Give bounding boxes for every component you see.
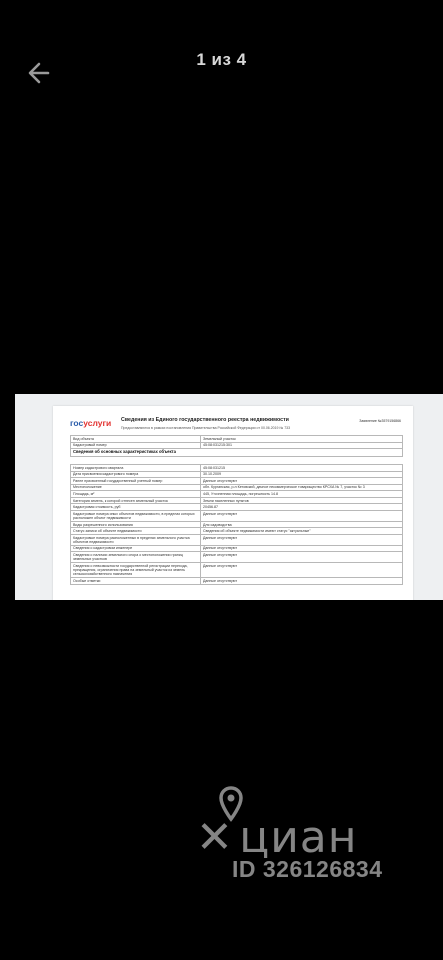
table-row: Номер кадастрового квартала 45:08:031215 <box>71 465 403 472</box>
table-row: Кадастровые номера расположенных в пределах земельного участка объектов недвижимости Данные отсутствуют <box>71 534 403 545</box>
table-row: Сведения о невозможности государственной регистрации перехода, прекращения, ограничения права на земельный участок из земель сельскохозяйственного назначения Данные отсутствуют <box>71 563 403 578</box>
head-table <box>70 435 403 457</box>
table-row: Сведения о наличии земельного спора о местоположении границ земельных участков Данные отсутствуют <box>71 552 403 563</box>
document-photo[interactable] <box>15 394 443 600</box>
document-subtitle: Предоставляются в рамках постановления Правительства Российской Федерации от 00.06.2019 № 733 <box>121 426 291 430</box>
characteristics-table <box>70 464 403 585</box>
table-row: Кадастровый номер 45:08:031215:301 <box>71 442 403 449</box>
table-row: Сведения о кадастровом инженере Данные отсутствуют <box>71 545 403 552</box>
document-title: Сведения из Единого государственного реестра недвижимости <box>121 417 289 423</box>
table-row: Кадастровые номера иных объектов недвижимости, в пределах которых расположен объект недвижимости Данные отсутствуют <box>71 511 403 522</box>
egrn-document <box>53 406 413 600</box>
table-row: Категория земель, к которой отнесен земельный участок Земли населенных пунктов <box>71 497 403 504</box>
gosuslugi-logo: госуслуги <box>70 418 112 428</box>
photo-counter: 1 из 4 <box>196 50 247 69</box>
cian-watermark <box>196 786 426 886</box>
table-row: Виды разрешенного использования Для садоводства <box>71 521 403 528</box>
table-row: Вид объекта Земельный участок <box>71 436 403 443</box>
viewer-header <box>0 0 443 130</box>
request-number: Заявление №3579156866 <box>359 419 401 423</box>
listing-id: ID 326126834 <box>232 856 383 882</box>
section-header-row: Сведения об основных характеристиках объекта <box>71 449 403 457</box>
table-row: Кадастровая стоимость, руб 20456.87 <box>71 504 403 511</box>
table-row: Ранее присвоенный государственный учетный номер Данные отсутствуют <box>71 478 403 485</box>
table-row: Площадь, м² 445, Уточненная площадь, погрешность 14.8 <box>71 491 403 498</box>
table-row: Местоположение обл. Курганская, р-н Кетовский, дачное некоммерческое товарищество КРСХА № 7, участок № 3 <box>71 484 403 491</box>
table-row: Дата присвоения кадастрового номера 30.10.2009 <box>71 471 403 478</box>
table-row: Статус записи об объекте недвижимости Сведения об объекте недвижимости имеют статус "актуальные" <box>71 528 403 535</box>
table-row: Особые отметки Данные отсутствуют <box>71 578 403 585</box>
cian-logo: ✕ циан <box>196 812 358 863</box>
